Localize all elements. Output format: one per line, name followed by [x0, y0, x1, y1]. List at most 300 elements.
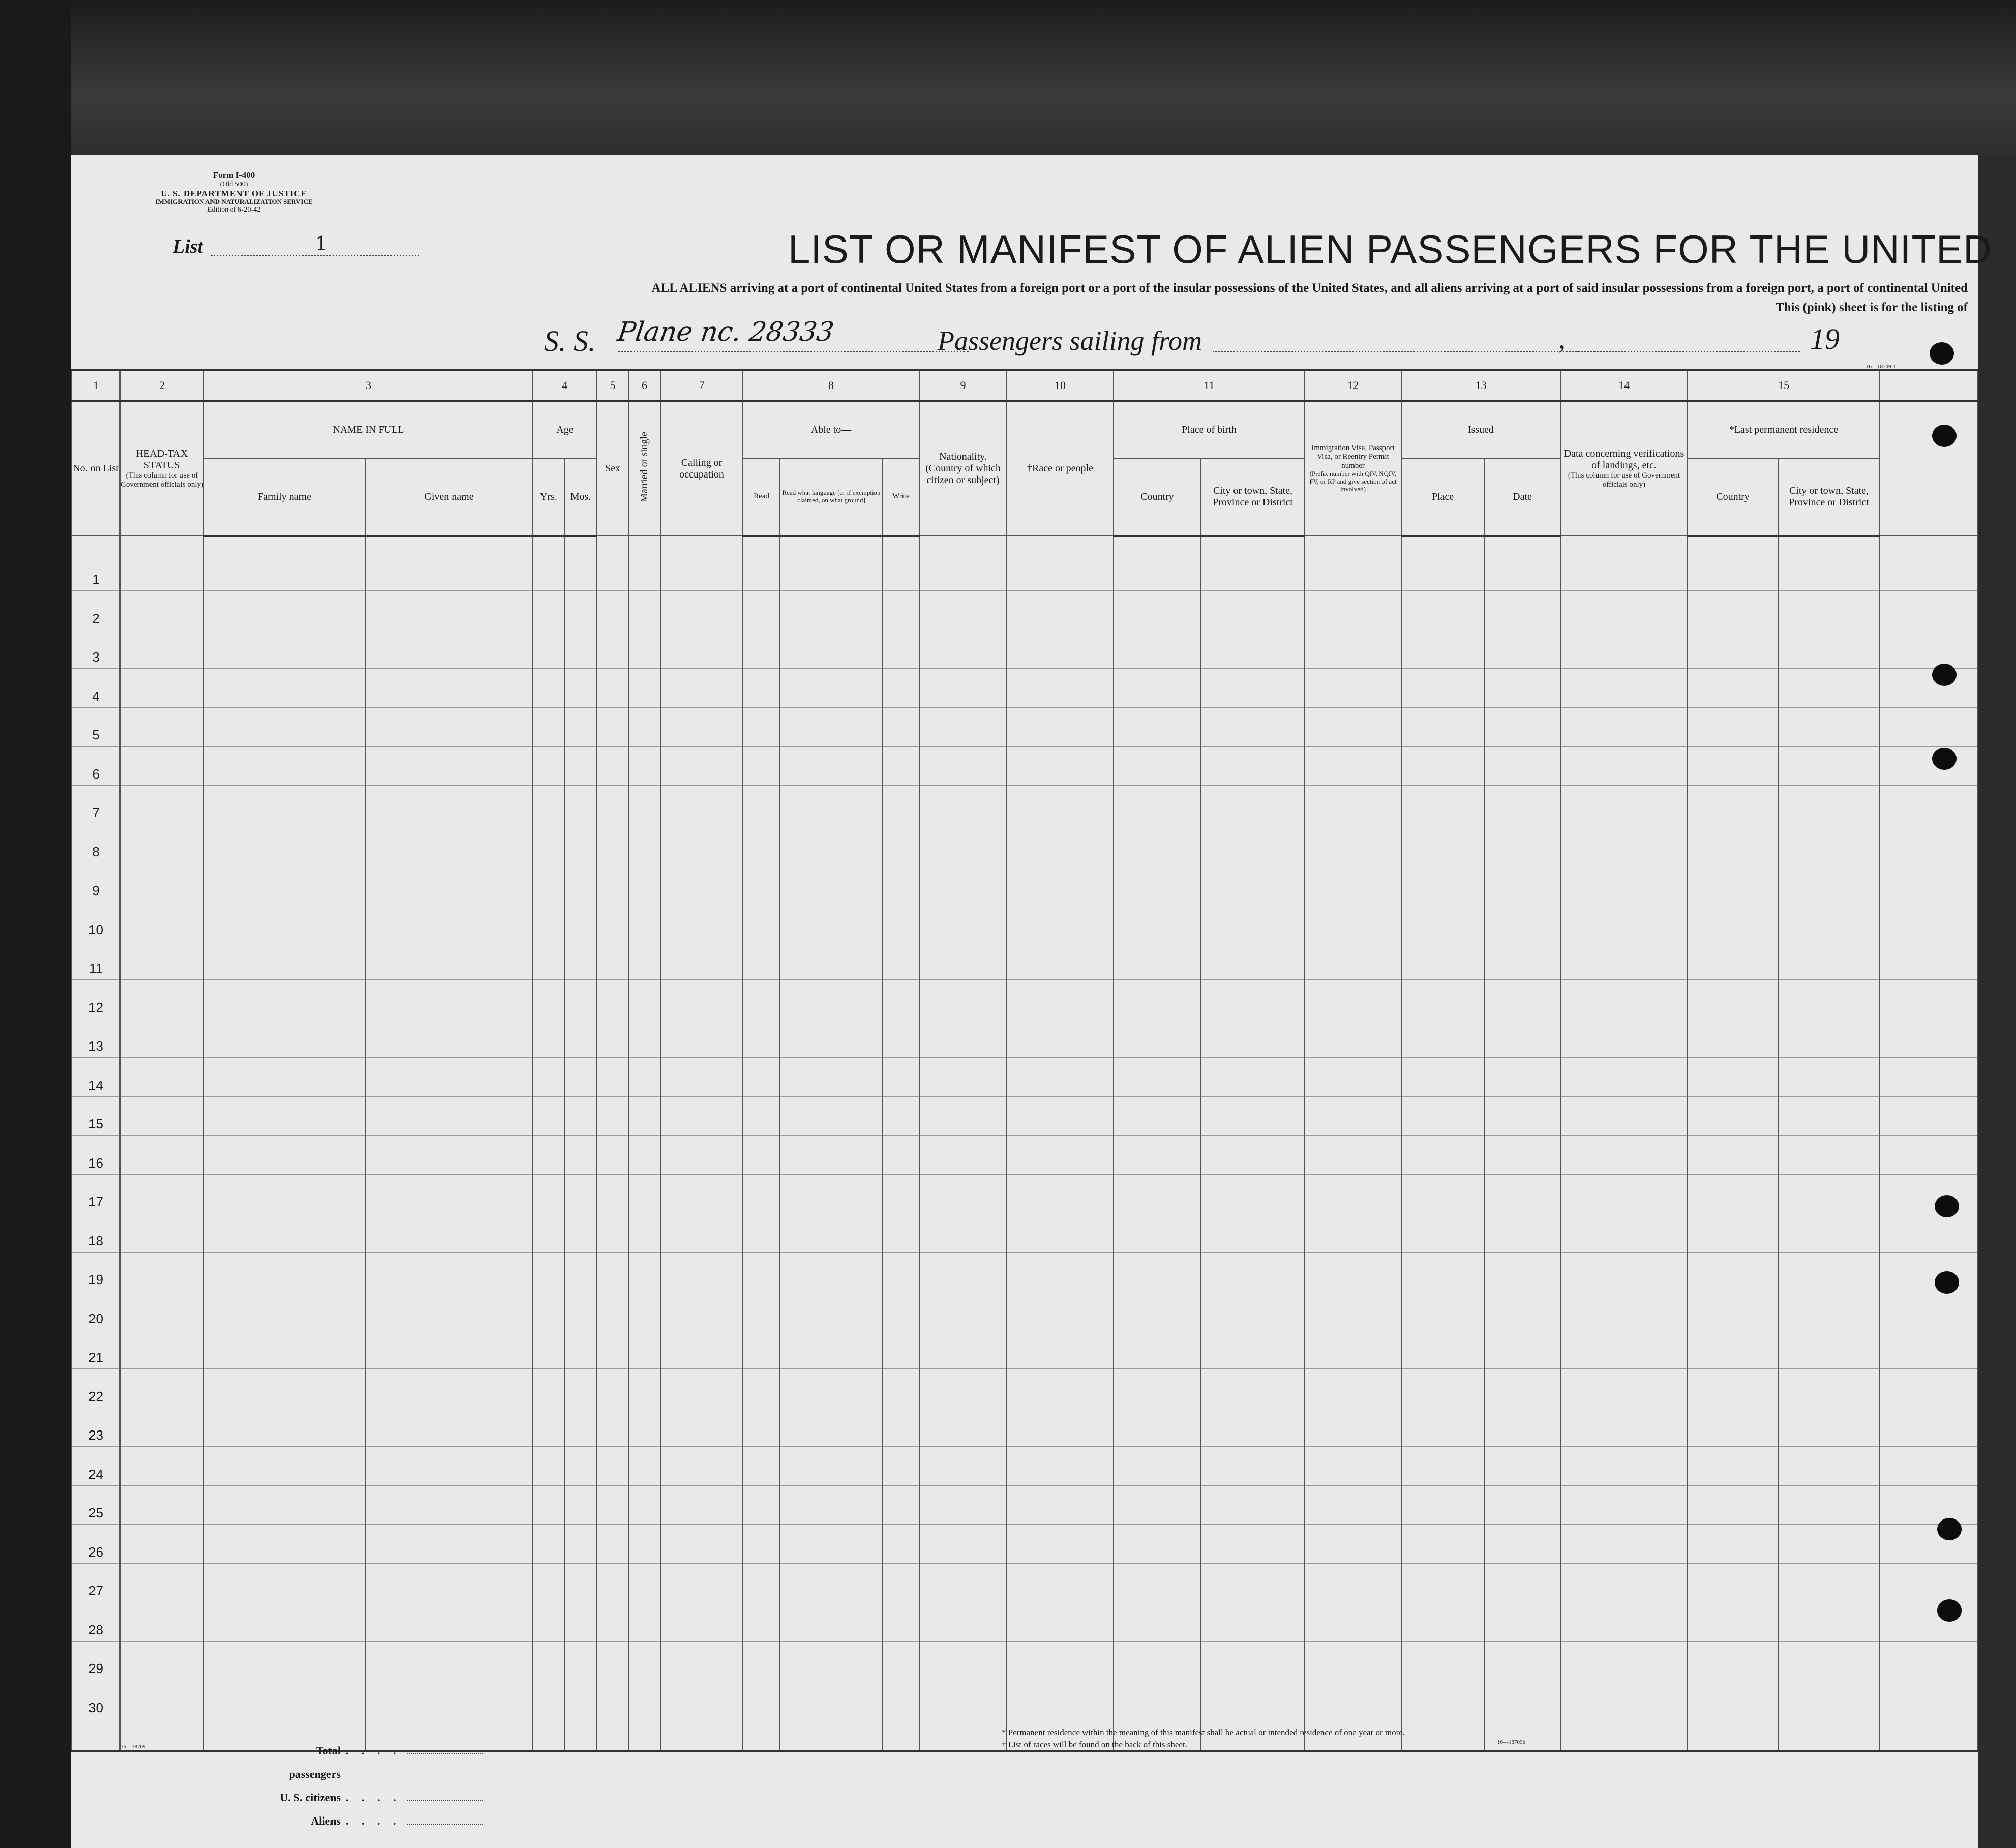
residence-country-header: Country — [1688, 458, 1778, 536]
table-cell — [1560, 747, 1688, 786]
table-cell — [919, 1136, 1007, 1175]
table-cell — [533, 536, 564, 591]
table-cell — [1007, 824, 1114, 863]
table-cell — [1880, 1369, 1977, 1408]
table-cell — [1201, 941, 1305, 980]
table-cell — [919, 536, 1007, 591]
table-cell — [1401, 1719, 1484, 1751]
table-cell — [628, 824, 660, 863]
total-passengers-line — [407, 1753, 483, 1754]
table-cell — [1484, 1136, 1560, 1175]
table-cell — [1778, 1330, 1880, 1369]
table-cell — [1778, 630, 1880, 669]
table-cell — [120, 669, 204, 708]
punch-hole — [1930, 342, 1954, 365]
table-cell — [597, 1369, 628, 1408]
table-cell — [1305, 1136, 1401, 1175]
table-cell — [1560, 941, 1688, 980]
table-cell — [1778, 1485, 1880, 1525]
old-form-number: (Old 500) — [220, 180, 248, 188]
table-cell — [204, 669, 365, 708]
table-cell — [1201, 1136, 1305, 1175]
table-cell — [533, 1096, 564, 1136]
table-cell — [1560, 669, 1688, 708]
table-cell — [564, 824, 597, 863]
table-row — [72, 747, 1977, 786]
table-cell — [564, 591, 597, 630]
punch-hole — [1932, 664, 1957, 686]
table-cell — [1401, 1058, 1484, 1097]
table-cell — [1007, 591, 1114, 630]
table-cell — [780, 1252, 883, 1291]
table-cell — [533, 1719, 564, 1751]
table-cell — [660, 1252, 743, 1291]
table-cell — [1007, 941, 1114, 980]
table-cell — [597, 536, 628, 591]
table-cell — [1880, 1252, 1977, 1291]
table-cell — [204, 1408, 365, 1447]
table-cell — [1201, 1291, 1305, 1330]
table-cell — [120, 1408, 204, 1447]
col-number-13: 13 — [1401, 370, 1560, 401]
table-cell — [1114, 1330, 1201, 1369]
manifest-table — [71, 369, 1978, 1752]
row-number: 26 — [72, 1525, 120, 1564]
row-number: 22 — [72, 1369, 120, 1408]
table-cell — [533, 1680, 564, 1719]
table-cell — [1201, 536, 1305, 591]
table-cell — [883, 747, 919, 786]
married-label: Married or single — [639, 432, 650, 502]
table-cell — [1484, 824, 1560, 863]
read-what-header: Read what language [or if exemption claimed, on what ground] — [780, 458, 883, 536]
table-cell — [1305, 1525, 1401, 1564]
table-cell — [597, 1602, 628, 1642]
table-cell — [1484, 785, 1560, 824]
table-cell — [1114, 1096, 1201, 1136]
table-cell — [1778, 863, 1880, 902]
table-cell — [743, 785, 780, 824]
table-cell — [660, 1602, 743, 1642]
table-cell — [1560, 980, 1688, 1019]
list-line — [211, 255, 419, 256]
table-cell — [120, 1058, 204, 1097]
table-cell — [1401, 1641, 1484, 1680]
table-cell — [1484, 1719, 1560, 1751]
table-cell — [660, 1058, 743, 1097]
table-cell — [780, 785, 883, 824]
table-cell — [1007, 1641, 1114, 1680]
table-cell — [1007, 1447, 1114, 1486]
data-concerning-note: (This column for use of Government officials only) — [1568, 471, 1680, 489]
table-cell — [365, 1369, 533, 1408]
table-cell — [1007, 1019, 1114, 1058]
table-cell — [1778, 1252, 1880, 1291]
table-cell — [780, 536, 883, 591]
table-cell — [564, 1602, 597, 1642]
table-cell — [1007, 1369, 1114, 1408]
table-row — [72, 1330, 1977, 1369]
table-cell — [628, 1563, 660, 1602]
table-cell — [1484, 1563, 1560, 1602]
table-row — [72, 1525, 1977, 1564]
table-row — [72, 669, 1977, 708]
table-cell — [1401, 1563, 1484, 1602]
table-cell — [660, 902, 743, 941]
table-cell — [919, 630, 1007, 669]
row-number: 30 — [72, 1680, 120, 1719]
table-cell — [1305, 824, 1401, 863]
table-cell — [597, 1330, 628, 1369]
table-cell — [628, 863, 660, 902]
table-cell — [120, 1291, 204, 1330]
table-cell — [564, 941, 597, 980]
table-cell — [1560, 1213, 1688, 1253]
table-cell — [743, 1019, 780, 1058]
row-number: 2 — [72, 591, 120, 630]
table-cell — [120, 1525, 204, 1564]
table-cell — [883, 785, 919, 824]
table-cell — [365, 1563, 533, 1602]
table-cell — [1880, 1213, 1977, 1253]
table-cell — [1114, 707, 1201, 747]
table-cell — [883, 1680, 919, 1719]
table-cell — [1401, 785, 1484, 824]
table-cell — [780, 980, 883, 1019]
totals-block — [264, 1739, 483, 1833]
table-cell — [1007, 1096, 1114, 1136]
table-cell — [1688, 1096, 1778, 1136]
table-cell — [1305, 747, 1401, 786]
table-row — [72, 1291, 1977, 1330]
table-row — [72, 1019, 1977, 1058]
table-cell — [919, 1525, 1007, 1564]
footnote-residence: * Permanent residence within the meaning of this manifest shall be actual or intended residence of one year or more. — [1002, 1727, 1405, 1737]
table-cell — [1401, 863, 1484, 902]
table-cell — [1114, 747, 1201, 786]
table-cell — [204, 1019, 365, 1058]
table-cell — [1880, 902, 1977, 941]
table-cell — [660, 1563, 743, 1602]
table-cell — [1201, 824, 1305, 863]
table-cell — [365, 1058, 533, 1097]
table-cell — [660, 630, 743, 669]
table-cell — [204, 1058, 365, 1097]
table-cell — [72, 1719, 120, 1751]
table-cell — [743, 1096, 780, 1136]
list-value: 1 — [315, 232, 328, 255]
table-cell — [597, 669, 628, 708]
table-cell — [120, 785, 204, 824]
table-cell — [1201, 1174, 1305, 1213]
table-cell — [1688, 941, 1778, 980]
table-cell — [365, 1019, 533, 1058]
total-passengers-dots: . . . . — [346, 1744, 401, 1757]
manifest-sheet — [71, 155, 1993, 1848]
table-cell — [1007, 1525, 1114, 1564]
table-row — [72, 1058, 1977, 1097]
table-cell — [533, 1174, 564, 1213]
table-cell — [780, 824, 883, 863]
table-cell — [1778, 1408, 1880, 1447]
row-number: 28 — [72, 1602, 120, 1642]
table-cell — [1401, 1174, 1484, 1213]
table-cell — [883, 1330, 919, 1369]
table-cell — [120, 1019, 204, 1058]
table-cell — [1688, 1213, 1778, 1253]
row-number: 6 — [72, 747, 120, 786]
table-cell — [1560, 1174, 1688, 1213]
race-header: †Race or people — [1007, 401, 1114, 536]
table-cell — [1114, 1525, 1201, 1564]
table-cell — [1114, 536, 1201, 591]
table-cell — [628, 1213, 660, 1253]
table-cell — [1007, 707, 1114, 747]
table-cell — [1688, 536, 1778, 591]
table-cell — [1007, 1136, 1114, 1175]
table-cell — [919, 941, 1007, 980]
table-cell — [204, 941, 365, 980]
table-cell — [204, 1330, 365, 1369]
col-number-6: 6 — [628, 370, 660, 401]
table-cell — [597, 1563, 628, 1602]
table-cell — [780, 1447, 883, 1486]
table-cell — [628, 1408, 660, 1447]
table-cell — [597, 1719, 628, 1751]
table-cell — [1401, 747, 1484, 786]
table-cell — [365, 1485, 533, 1525]
table-cell — [1401, 1408, 1484, 1447]
row-number: 21 — [72, 1330, 120, 1369]
row-number: 25 — [72, 1485, 120, 1525]
table-cell — [1778, 1213, 1880, 1253]
table-cell — [1201, 707, 1305, 747]
table-cell — [919, 980, 1007, 1019]
table-cell — [1401, 1252, 1484, 1291]
table-cell — [883, 1641, 919, 1680]
col-number-2: 2 — [120, 370, 204, 401]
table-cell — [919, 1058, 1007, 1097]
table-cell — [204, 1485, 365, 1525]
table-cell — [919, 1369, 1007, 1408]
table-cell — [1114, 1641, 1201, 1680]
comma-separator: , — [1558, 323, 1566, 355]
table-cell — [743, 1680, 780, 1719]
col-number-10: 10 — [1007, 370, 1114, 401]
sex-header: Sex — [597, 401, 628, 536]
table-row — [72, 1136, 1977, 1175]
row-number: 7 — [72, 785, 120, 824]
table-cell — [564, 1641, 597, 1680]
table-cell — [120, 707, 204, 747]
table-cell — [919, 1330, 1007, 1369]
us-citizens-label: U. S. citizens — [280, 1791, 341, 1804]
issued-date-header: Date — [1484, 458, 1560, 536]
form-header — [153, 170, 315, 214]
sailing-from-line — [1213, 351, 1604, 352]
table-cell — [1401, 1136, 1484, 1175]
table-cell — [1880, 1485, 1977, 1525]
table-cell — [628, 591, 660, 630]
table-cell — [1880, 863, 1977, 902]
table-cell — [660, 1019, 743, 1058]
table-cell — [919, 863, 1007, 902]
table-cell — [365, 941, 533, 980]
table-cell — [1560, 1719, 1688, 1751]
table-cell — [628, 902, 660, 941]
table-cell — [883, 1525, 919, 1564]
table-cell — [780, 1174, 883, 1213]
table-cell — [1778, 1602, 1880, 1642]
table-cell — [1560, 824, 1688, 863]
table-cell — [1778, 785, 1880, 824]
table-cell — [780, 1213, 883, 1253]
table-cell — [1007, 669, 1114, 708]
service-name: IMMIGRATION AND NATURALIZATION SERVICE — [155, 198, 313, 206]
table-cell — [743, 941, 780, 980]
department-name: U. S. DEPARTMENT OF JUSTICE — [161, 188, 307, 198]
table-cell — [780, 747, 883, 786]
table-cell — [883, 630, 919, 669]
residence-city-header: City or town, State, Province or District — [1778, 458, 1880, 536]
table-cell — [780, 1058, 883, 1097]
table-cell — [780, 902, 883, 941]
row-number: 19 — [72, 1252, 120, 1291]
row-number: 13 — [72, 1019, 120, 1058]
table-row — [72, 1602, 1977, 1642]
table-cell — [1484, 941, 1560, 980]
table-cell — [1201, 1602, 1305, 1642]
table-cell — [1880, 1563, 1977, 1602]
aliens-line — [407, 1823, 483, 1825]
table-cell — [564, 863, 597, 902]
table-cell — [628, 1096, 660, 1136]
table-cell — [1401, 707, 1484, 747]
table-cell — [1114, 1291, 1201, 1330]
table-cell — [919, 1485, 1007, 1525]
table-cell — [533, 1136, 564, 1175]
header-row-1 — [72, 401, 1977, 459]
table-cell — [919, 1252, 1007, 1291]
table-cell — [533, 1058, 564, 1097]
table-cell — [204, 1136, 365, 1175]
table-cell — [1688, 1602, 1778, 1642]
form-edition: Edition of 6-20-42 — [207, 206, 261, 214]
table-cell — [1560, 1680, 1688, 1719]
table-cell — [564, 785, 597, 824]
table-cell — [1484, 669, 1560, 708]
table-cell — [1778, 824, 1880, 863]
table-cell — [883, 536, 919, 591]
table-cell — [120, 630, 204, 669]
table-cell — [1880, 1408, 1977, 1447]
table-cell — [533, 1291, 564, 1330]
table-cell — [1201, 902, 1305, 941]
table-cell — [1688, 1369, 1778, 1408]
table-cell — [1880, 785, 1977, 824]
footnotes — [1002, 1726, 1405, 1751]
table-cell — [564, 1291, 597, 1330]
table-cell — [564, 902, 597, 941]
table-cell — [743, 1369, 780, 1408]
table-cell — [120, 747, 204, 786]
table-cell — [564, 980, 597, 1019]
table-cell — [1114, 1563, 1201, 1602]
table-cell — [365, 591, 533, 630]
table-cell — [1007, 747, 1114, 786]
table-cell — [780, 1096, 883, 1136]
table-cell — [1484, 707, 1560, 747]
table-cell — [120, 941, 204, 980]
table-cell — [1688, 1019, 1778, 1058]
table-cell — [1880, 1525, 1977, 1564]
table-row — [72, 1680, 1977, 1719]
table-cell — [1778, 1058, 1880, 1097]
table-cell — [120, 980, 204, 1019]
table-cell — [1688, 902, 1778, 941]
table-cell — [365, 1136, 533, 1175]
table-cell — [1114, 1058, 1201, 1097]
col-number-5: 5 — [597, 370, 628, 401]
table-cell — [1401, 824, 1484, 863]
table-cell — [919, 1641, 1007, 1680]
subtitle-line-1: ALL ALIENS arriving at a port of continental United States from a foreign port or a port of the insular possessions of the United States, and all aliens arriving at a port of said insular possessions from a foreign port, a port of continental United — [651, 281, 1968, 295]
table-cell — [743, 536, 780, 591]
table-cell — [660, 707, 743, 747]
table-cell — [597, 1213, 628, 1253]
table-cell — [780, 1408, 883, 1447]
col-number-7: 7 — [660, 370, 743, 401]
table-cell — [660, 980, 743, 1019]
table-cell — [1560, 1252, 1688, 1291]
table-cell — [1401, 1680, 1484, 1719]
table-row — [72, 1174, 1977, 1213]
table-cell — [204, 1447, 365, 1486]
table-cell — [1201, 1096, 1305, 1136]
table-cell — [597, 630, 628, 669]
name-in-full-header: NAME IN FULL — [204, 401, 533, 459]
table-cell — [1688, 1330, 1778, 1369]
table-cell — [120, 1563, 204, 1602]
table-cell — [564, 669, 597, 708]
table-cell — [533, 1485, 564, 1525]
table-cell — [1201, 630, 1305, 669]
col-number-3: 3 — [204, 370, 533, 401]
table-cell — [628, 1252, 660, 1291]
table-cell — [1560, 1369, 1688, 1408]
table-cell — [1484, 980, 1560, 1019]
table-cell — [1401, 980, 1484, 1019]
table-cell — [883, 1136, 919, 1175]
table-cell — [597, 785, 628, 824]
table-cell — [1114, 1680, 1201, 1719]
row-number: 8 — [72, 824, 120, 863]
table-cell — [919, 785, 1007, 824]
issued-header: Issued — [1401, 401, 1560, 459]
table-cell — [1114, 669, 1201, 708]
table-cell — [1880, 1096, 1977, 1136]
table-cell — [743, 1525, 780, 1564]
table-cell — [204, 785, 365, 824]
table-cell — [628, 630, 660, 669]
table-cell — [1778, 707, 1880, 747]
table-cell — [660, 591, 743, 630]
table-cell — [1484, 1330, 1560, 1369]
table-cell — [1560, 1641, 1688, 1680]
table-cell — [533, 1563, 564, 1602]
table-cell — [919, 1096, 1007, 1136]
table-cell — [743, 1447, 780, 1486]
